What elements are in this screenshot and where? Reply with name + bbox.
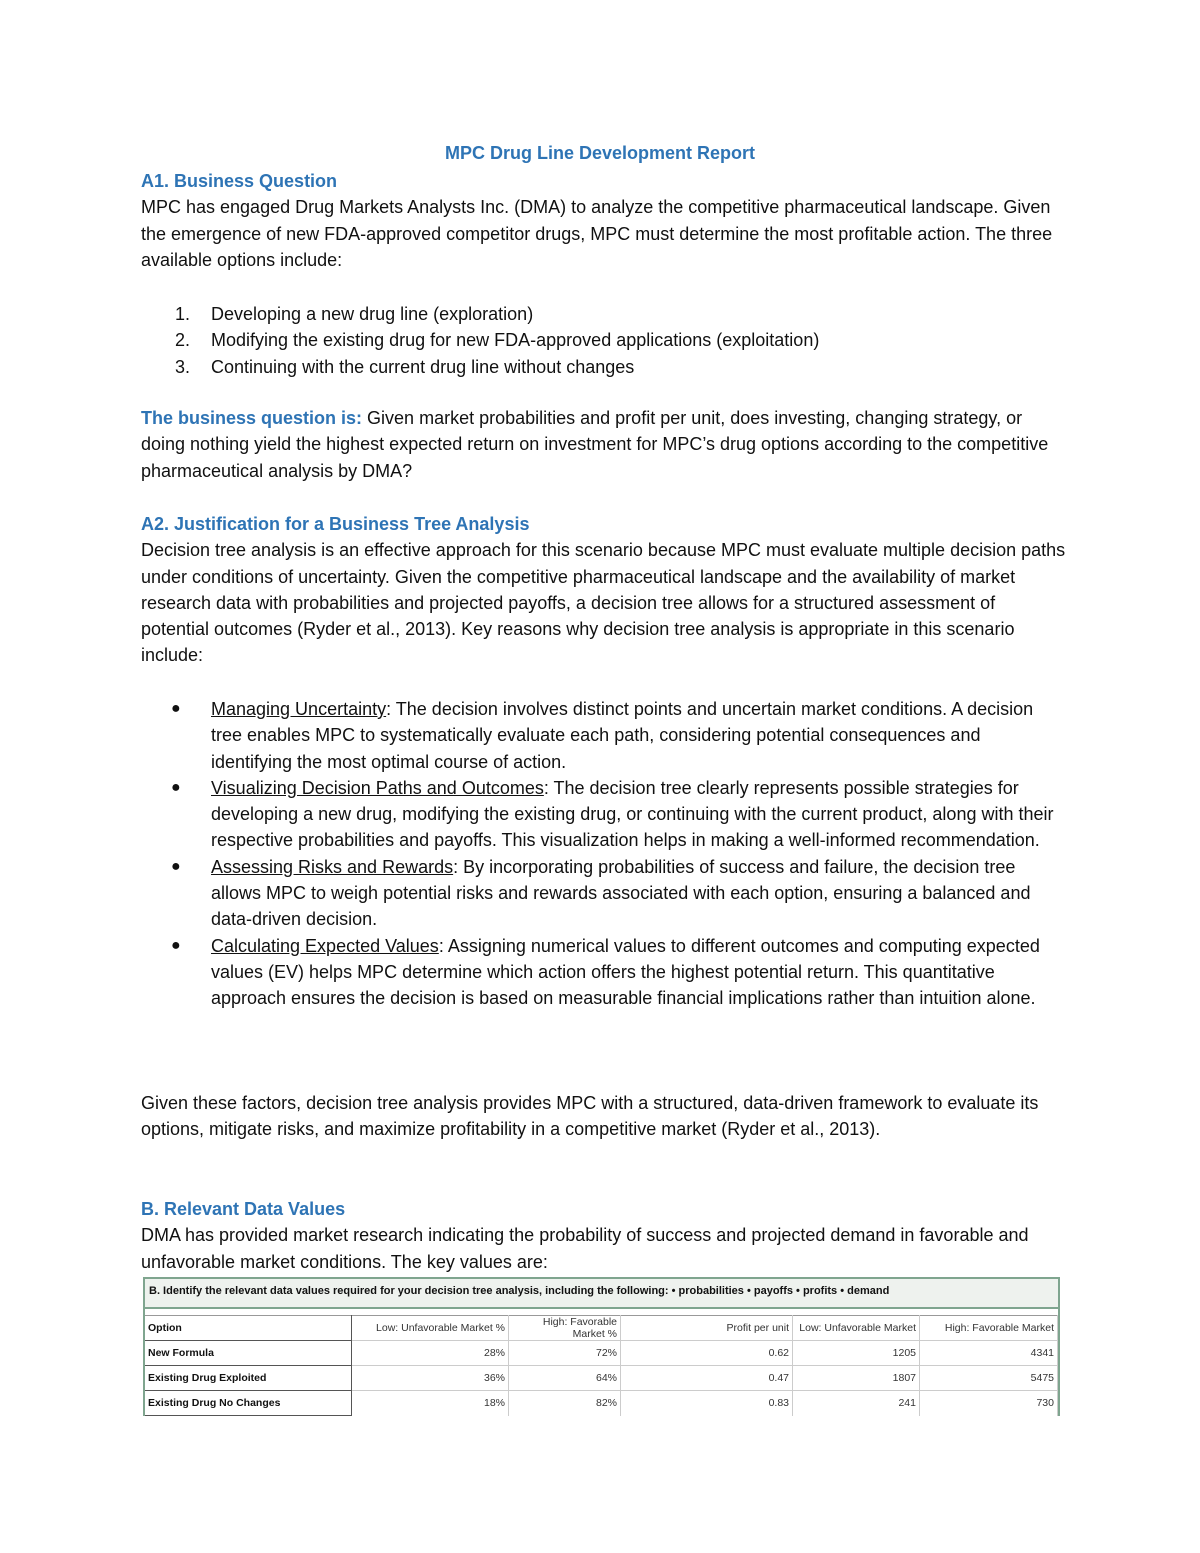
table-row: New Formula 28% 72% 0.62 1205 4341: [145, 1341, 1058, 1366]
list-item: ● Visualizing Decision Paths and Outcomes: The decision tree clearly represents possible strategies for developing a new drug, modifying the existing drug, or continuing with the current product, along with their respective probabilities and payoffs. This visualization helps in making a well-informed recommendation.: [141, 775, 1066, 854]
table-header-row: Option Low: Unfavorable Market % High: Favorable Market % Profit per unit Low: Unfavorable Market High: Favorable Market: [145, 1316, 1058, 1341]
table-row: Existing Drug No Changes 18% 82% 0.83 241 730: [145, 1391, 1058, 1416]
a2-intro: Decision tree analysis is an effective approach for this scenario because MPC must evaluate multiple decision paths under conditions of uncertainty. Given the competitive pharmaceutical landscape and the availability of market research data with probabilities and projected payoffs, a decision tree allows for a structured assessment of potential outcomes (Ryder et al., 2013). Key reasons why decision tree analysis is appropriate in this scenario include:: [141, 540, 1066, 666]
options-list: [141, 301, 1066, 380]
list-item: ● Managing Uncertainty: The decision involves distinct points and uncertain market conditions. A decision tree enables MPC to systematically evaluate each path, considering potential consequences and identifying the most optimal course of action.: [141, 696, 1066, 775]
list-item: ● Calculating Expected Values: Assigning numerical values to different outcomes and computing expected values (EV) helps MPC determine which action offers the highest potential return. This quantitative approach ensures the decision is based on measurable financial implications rather than intuition alone.: [141, 933, 1066, 1012]
data-values-table: [143, 1277, 1060, 1416]
a2-conclusion: Given these factors, decision tree analysis provides MPC with a structured, data-driven framework to evaluate its options, mitigate risks, and maximize profitability in a competitive market (Ryder et al., 2013).: [141, 1093, 1039, 1140]
section-a1: [141, 168, 1066, 273]
list-item: 1. Developing a new drug line (exploration): [175, 304, 534, 324]
table-caption: B. Identify the relevant data values required for your decision tree analysis, including the following: • probabilities • payoffs • profits • demand: [145, 1279, 1058, 1309]
a1-intro: MPC has engaged Drug Markets Analysts Inc. (DMA) to analyze the competitive pharmaceutical landscape. Given the emergence of new FDA-approved competitor drugs, MPC must determine the most profitable action. The three available options include:: [141, 197, 1053, 270]
bullet-icon: ●: [171, 857, 181, 875]
list-item: 3. Continuing with the current drug line without changes: [175, 356, 635, 377]
section-a2: [141, 511, 1066, 669]
bullet-icon: ●: [171, 936, 181, 954]
page-title: MPC Drug Line Development Report: [444, 143, 756, 163]
business-question: The business question is: Given market probabilities and profit per unit, does investing, changing strategy, or doing nothing yield the highest expected return on investment for MPC’s drug options according to the competitive pharmaceutical analysis by DMA?: [141, 408, 1049, 481]
section-b: [141, 1196, 1066, 1275]
table-row: Existing Drug Exploited 36% 64% 0.47 1807 5475: [145, 1366, 1058, 1391]
heading-a2: A2. Justification for a Business Tree Analysis: [141, 514, 530, 534]
b-intro: DMA has provided market research indicating the probability of success and projected demand in favorable and unfavorable market conditions. The key values are:: [141, 1225, 1029, 1272]
bullet-icon: ●: [171, 700, 181, 717]
heading-a1: A1. Business Question: [141, 171, 338, 191]
list-item: 2. Modifying the existing drug for new FDA-approved applications (exploitation): [175, 330, 820, 351]
reasons-list: [141, 696, 1066, 1012]
bullet-icon: ●: [171, 778, 181, 796]
list-item: ● Assessing Risks and Rewards: By incorporating probabilities of success and failure, the decision tree allows MPC to weigh potential risks and rewards associated with each option, ensuring a balanced and data-driven decision.: [141, 854, 1066, 933]
heading-b: B. Relevant Data Values: [141, 1199, 346, 1219]
